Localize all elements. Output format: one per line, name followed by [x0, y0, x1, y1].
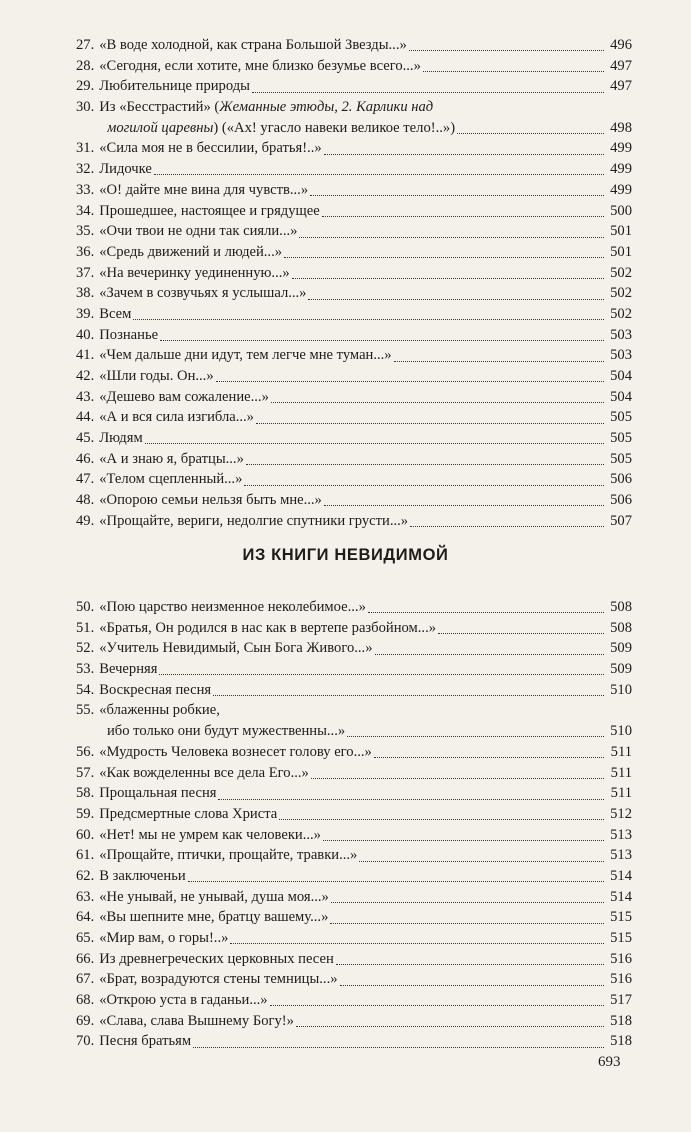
dot-leader: [394, 360, 604, 362]
contents-entry: [76, 469, 632, 490]
dot-leader: [292, 277, 604, 279]
entry-number: 32.: [76, 161, 95, 178]
contents-entry: [76, 721, 632, 742]
entry-page-number: 500: [610, 202, 632, 219]
page-number: 693: [598, 1054, 621, 1070]
contents-entry: [76, 138, 632, 159]
entry-page-number: 513: [610, 847, 632, 864]
contents-entry: [76, 242, 632, 263]
dot-leader: [296, 1025, 604, 1027]
entry-title: «Сегодня, если хотите, мне близко безумье всего...»: [99, 57, 421, 74]
entry-title: «Сила моя не в бессилии, братья!..»: [99, 140, 322, 157]
contents-entry: [76, 387, 632, 408]
entry-page-number: 502: [610, 264, 632, 281]
entry-number: 51.: [76, 619, 95, 636]
entry-number: 54.: [76, 681, 95, 698]
contents-entry: [76, 845, 632, 866]
entry-page-number: 499: [610, 161, 632, 178]
entry-title: «Нет! мы не умрем как человеки...»: [99, 826, 321, 843]
entry-page-number: 510: [610, 723, 632, 740]
entry-title: Из древнегреческих церковных песен: [99, 950, 334, 967]
contents-entry: [76, 159, 632, 180]
entry-number: 42.: [76, 368, 95, 384]
dot-leader: [193, 1046, 604, 1048]
entry-title: «Опорою семьи нельзя быть мне...»: [99, 492, 322, 509]
entry-title: «Очи твои не одни так сияли...»: [99, 223, 298, 240]
entry-number: 36.: [76, 243, 95, 260]
dot-leader: [438, 632, 604, 634]
contents-entry: [76, 763, 632, 784]
dot-leader: [374, 756, 604, 758]
entry-title: «Прощайте, вериги, недолгие спутники грусти...»: [99, 512, 409, 529]
contents-entry: [76, 366, 632, 387]
entry-page-number: 501: [610, 223, 632, 240]
entry-page-number: 509: [610, 661, 632, 678]
dot-leader: [331, 901, 604, 903]
entry-number: 29.: [76, 78, 95, 95]
section-heading: ИЗ КНИГИ НЕВИДИМОЙ: [242, 546, 449, 564]
entry-number: 50.: [76, 599, 95, 615]
contents-entry: [76, 783, 632, 804]
contents-entry: [76, 283, 632, 304]
entry-title: «Мудрость Человека вознесет голову его...»: [99, 743, 372, 760]
contents-entry: [76, 887, 632, 908]
entry-number: 60.: [76, 826, 95, 843]
dot-leader: [271, 401, 604, 403]
dot-leader: [330, 922, 604, 924]
entry-page-number: 499: [610, 181, 632, 198]
dot-leader: [246, 463, 604, 465]
contents-entry: [76, 221, 632, 242]
entry-title: могилой царевны) («Ах! угасло навеки великое тело!..»): [107, 119, 456, 136]
entry-title: «А и вся сила изгибла...»: [99, 409, 254, 426]
entry-number: 45.: [76, 430, 95, 447]
entry-title: Познанье: [99, 326, 159, 343]
entry-page-number: 505: [610, 409, 632, 426]
entry-number: 65.: [76, 930, 95, 946]
entry-page-number: 508: [610, 619, 632, 636]
entry-page-number: 515: [610, 930, 632, 946]
entry-title: «Не унывай, не унывай, душа моя...»: [99, 888, 329, 905]
dot-leader: [218, 798, 604, 800]
entry-number: 57.: [76, 764, 95, 781]
entry-page-number: 514: [610, 888, 632, 905]
entry-page-number: 514: [610, 867, 632, 884]
entry-title: «Мир вам, о горы!..»: [99, 930, 229, 946]
contents-entry: [76, 700, 632, 721]
dot-leader: [279, 818, 604, 820]
contents-entry: [76, 56, 632, 77]
entry-page-number: 511: [610, 764, 632, 781]
entry-title: Прошедшее, настоящее и грядущее: [99, 202, 320, 219]
entry-title: Прощальная песня: [99, 785, 217, 802]
entry-number: 30.: [76, 99, 95, 116]
dot-leader: [145, 442, 604, 444]
entry-title: «Как вожделенны все дела Его...»: [99, 764, 309, 781]
contents-entry: [76, 490, 632, 511]
contents-entry: [76, 1031, 632, 1052]
dot-leader: [311, 777, 604, 779]
dot-leader: [252, 91, 604, 93]
entry-number: 61.: [76, 847, 95, 864]
entry-page-number: 516: [610, 950, 632, 967]
entry-number: 44.: [76, 409, 95, 426]
contents-entry: [76, 76, 632, 97]
entry-title: Людям: [99, 430, 143, 447]
entry-number: 46.: [76, 450, 95, 467]
entry-page-number: 499: [610, 140, 632, 157]
entry-title: «Слава, слава Вышнему Богу!»: [99, 1012, 294, 1029]
dot-leader: [256, 422, 604, 424]
entry-number: 38.: [76, 285, 95, 302]
entry-number: 47.: [76, 471, 95, 488]
entry-title: «Дешево вам сожаление...»: [99, 388, 269, 405]
entry-number: 64.: [76, 909, 95, 926]
entry-page-number: 518: [610, 1033, 632, 1050]
entry-page-number: 497: [610, 57, 632, 74]
contents-entry: [76, 804, 632, 825]
entry-page-number: 506: [610, 471, 632, 488]
dot-leader: [308, 298, 604, 300]
entry-number: 56.: [76, 743, 95, 760]
entry-page-number: 509: [610, 640, 632, 657]
entry-number: 53.: [76, 661, 95, 678]
dot-leader: [336, 963, 604, 965]
entry-title: «Зачем в созвучьях я услышал...»: [99, 285, 307, 302]
contents-entry: [76, 866, 632, 887]
entry-page-number: 506: [610, 492, 632, 509]
dot-leader: [133, 318, 604, 320]
dot-leader: [457, 132, 604, 134]
entry-title: «Учитель Невидимый, Сын Бога Живого...»: [99, 640, 373, 657]
entry-number: 59.: [76, 805, 95, 822]
entry-number: 49.: [76, 512, 95, 529]
entry-title: «В воде холодной, как страна Большой Звезды...»: [99, 37, 407, 53]
entry-number: 48.: [76, 492, 95, 509]
dot-leader: [284, 256, 604, 258]
contents-entry: [76, 118, 632, 139]
contents-entry: [76, 597, 632, 618]
entry-page-number: 503: [610, 326, 632, 343]
entry-page-number: 511: [610, 785, 632, 802]
dot-leader: [322, 215, 604, 217]
entry-title: Всем: [99, 305, 132, 322]
entry-number: 67.: [76, 971, 95, 988]
contents-entry: [76, 742, 632, 763]
entry-title: «Средь движений и людей...»: [99, 243, 283, 260]
entry-page-number: 501: [610, 243, 632, 260]
entry-title: «О! дайте мне вина для чувств...»: [99, 181, 309, 198]
dot-leader: [410, 525, 604, 527]
contents-entry: [76, 511, 632, 532]
dot-leader: [324, 504, 604, 506]
contents-entry: [76, 428, 632, 449]
dot-leader: [213, 694, 604, 696]
contents-entry: [76, 990, 632, 1011]
entry-title: «Чем дальше дни идут, тем легче мне туман...»: [99, 347, 392, 364]
entry-page-number: 496: [610, 37, 632, 53]
entry-title: Из «Бесстрастий» (Жеманные этюды, 2. Карлики над: [99, 99, 434, 116]
dot-leader: [244, 484, 604, 486]
entry-title: Вечерняя: [99, 661, 158, 678]
entry-number: 70.: [76, 1033, 95, 1050]
contents-entry: [76, 659, 632, 680]
entry-page-number: 505: [610, 450, 632, 467]
entry-page-number: 518: [610, 1012, 632, 1029]
dot-leader: [375, 653, 605, 655]
entry-page-number: 511: [610, 743, 632, 760]
entry-title: ибо только они будут мужественны...»: [107, 723, 346, 740]
entry-number: 33.: [76, 181, 95, 198]
contents-entry: [76, 325, 632, 346]
entry-page-number: 497: [610, 78, 632, 95]
contents-entry: [76, 263, 632, 284]
dot-leader: [423, 70, 604, 72]
entry-title: «Шли годы. Он...»: [99, 368, 214, 384]
contents-entry: [76, 407, 632, 428]
entry-page-number: 498: [610, 119, 632, 136]
dot-leader: [324, 153, 604, 155]
entry-number: 35.: [76, 223, 95, 240]
entry-number: 69.: [76, 1012, 95, 1029]
entry-page-number: 507: [610, 512, 632, 529]
entry-page-number: 503: [610, 347, 632, 364]
entry-title: «Открою уста в гаданьи...»: [99, 992, 268, 1009]
contents-entry: [76, 638, 632, 659]
entry-number: 66.: [76, 950, 95, 967]
entry-title: Песня братьям: [99, 1033, 192, 1050]
entry-page-number: 505: [610, 430, 632, 447]
dot-leader: [270, 1004, 604, 1006]
entry-number: 37.: [76, 264, 95, 281]
dot-leader: [368, 611, 604, 613]
entry-page-number: 504: [610, 368, 632, 384]
contents-entry: [76, 180, 632, 201]
dot-leader: [154, 173, 604, 175]
contents-entry: [76, 907, 632, 928]
entry-title: Любительнице природы: [99, 78, 250, 95]
entry-number: 28.: [76, 57, 95, 74]
entry-title: Воскресная песня: [99, 681, 212, 698]
entry-title: «А и знаю я, братцы...»: [99, 450, 244, 467]
dot-leader: [310, 194, 604, 196]
entry-number: 27.: [76, 37, 95, 53]
entry-title: В заключеньи: [99, 867, 186, 884]
dot-leader: [216, 380, 604, 382]
contents-entry: [76, 201, 632, 222]
dot-leader: [347, 735, 604, 737]
contents-entry: [76, 969, 632, 990]
entry-title: «Братья, Он родился в нас как в вертепе разбойном...»: [99, 619, 437, 636]
entry-page-number: 517: [610, 992, 632, 1009]
entry-number: 39.: [76, 305, 95, 322]
entry-title: «Телом сцепленный...»: [99, 471, 243, 488]
entry-title: Лидочке: [99, 161, 152, 178]
contents-entry: [76, 345, 632, 366]
contents-entry: [76, 618, 632, 639]
dot-leader: [299, 236, 604, 238]
entry-number: 41.: [76, 347, 95, 364]
entry-title: «Прощайте, птички, прощайте, травки...»: [99, 847, 358, 864]
contents-list-bottom: [76, 597, 632, 1052]
contents-entry: [76, 304, 632, 325]
contents-entry: [76, 928, 632, 949]
entry-page-number: 515: [610, 909, 632, 926]
entry-title: «Брат, возрадуются стены темницы...»: [99, 971, 338, 988]
dot-leader: [188, 880, 604, 882]
entry-number: 68.: [76, 992, 95, 1009]
entry-page-number: 504: [610, 388, 632, 405]
contents-entry: [76, 949, 632, 970]
contents-entry: [76, 449, 632, 470]
entry-page-number: 502: [610, 285, 632, 302]
entry-number: 58.: [76, 785, 95, 802]
entry-number: 43.: [76, 388, 95, 405]
entry-number: 63.: [76, 888, 95, 905]
contents-entry: [76, 97, 632, 118]
contents-entry: [76, 825, 632, 846]
entry-page-number: 510: [610, 681, 632, 698]
entry-title: «На вечеринку уединенную...»: [99, 264, 290, 281]
contents-list-top: [76, 35, 632, 532]
dot-leader: [323, 839, 604, 841]
entry-number: 62.: [76, 867, 95, 884]
entry-title: Предсмертные слова Христа: [99, 805, 278, 822]
entry-page-number: 502: [610, 305, 632, 322]
entry-number: 34.: [76, 202, 95, 219]
contents-entry: [76, 680, 632, 701]
entry-page-number: 508: [610, 599, 632, 615]
dot-leader: [230, 942, 604, 944]
dot-leader: [160, 339, 604, 341]
entry-page-number: 516: [610, 971, 632, 988]
entry-title: «Вы шепните мне, братцу вашему...»: [99, 909, 329, 926]
entry-number: 52.: [76, 640, 95, 657]
entry-page-number: 512: [610, 805, 632, 822]
contents-entry: [76, 35, 632, 56]
entry-title: «Пою царство неизменное неколебимое...»: [99, 599, 366, 615]
entry-title: «блаженны робкие,: [99, 702, 220, 719]
entry-page-number: 513: [610, 826, 632, 843]
contents-entry: [76, 1011, 632, 1032]
dot-leader: [359, 860, 604, 862]
dot-leader: [159, 673, 604, 675]
entry-number: 31.: [76, 140, 95, 157]
dot-leader: [409, 49, 604, 51]
entry-number: 55.: [76, 702, 95, 719]
dot-leader: [340, 984, 604, 986]
entry-number: 40.: [76, 326, 95, 343]
